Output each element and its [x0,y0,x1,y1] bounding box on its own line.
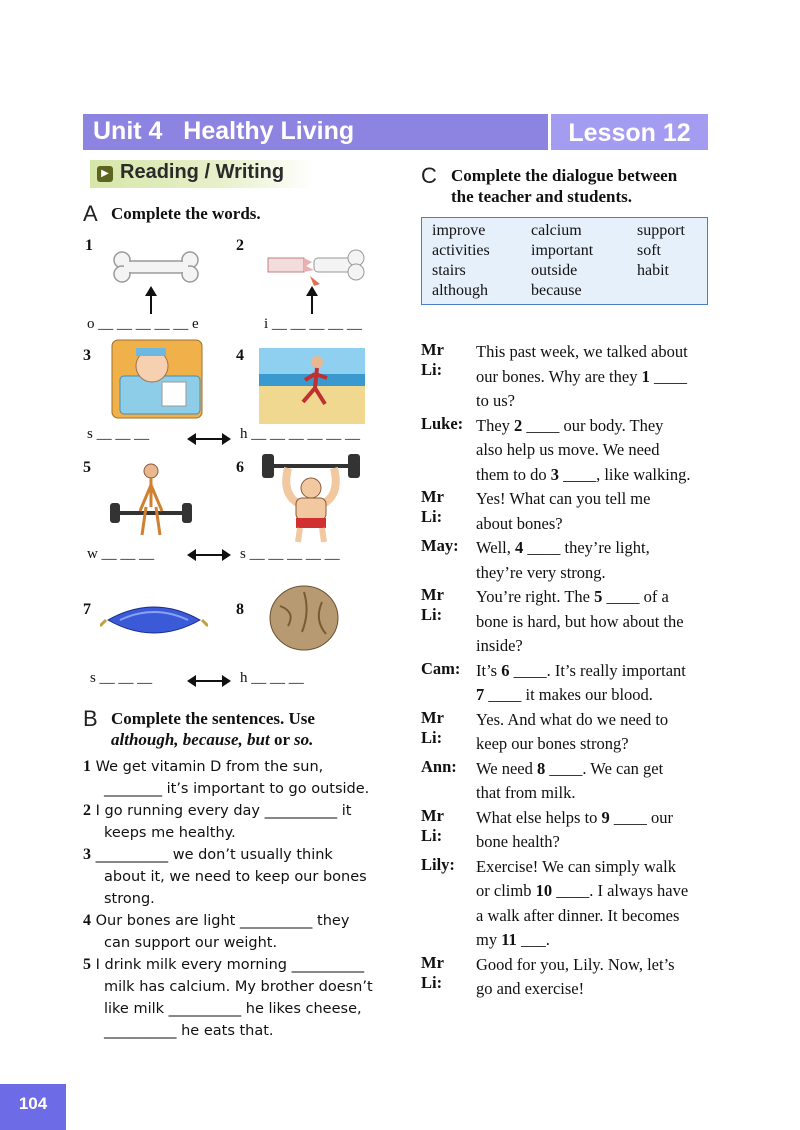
sentence-line: __________ we don’t usually think [91,847,333,863]
sentence-line: can support our weight. [104,935,278,951]
dialogue-line: our bones. Why are they 1 ____ [476,366,687,386]
item-number: 7 [83,601,91,618]
sentence-line: ________ it’s important to go outside. [104,781,370,797]
section-a-instruction: Complete the words. [111,204,261,223]
dialogue-line: or climb 10 ____. I always have [476,881,689,900]
word-blank: i __ __ __ __ __ [264,316,362,332]
dialogue-line: 7 ____ it makes our blood. [476,685,653,704]
dialogue-line: Exercise! We can simply walk [476,856,676,876]
strong-lifter-icon [258,452,364,544]
sentence-line: Our bones are light __________ they [91,913,350,929]
dialogue-line: they’re very strong. [476,562,606,582]
dialogue-line: Yes! What can you tell me [476,489,651,508]
dialogue-line: inside? [476,636,523,655]
word-bank-item: support [637,222,685,239]
word-bank-item: stairs [432,262,466,279]
sentence-line: milk has calcium. My brother doesn’t [104,979,373,995]
opposite-arrow-icon [189,680,229,682]
section-a-letter: A [83,201,98,226]
word-blank: h __ __ __ [240,670,304,686]
word-bank-item: outside [531,262,578,279]
word-bank-item: improve [432,222,486,239]
word-bank-item: soft [637,242,661,259]
conjunction-list: although, because, but [111,730,270,749]
opposite-arrow-icon [189,438,229,440]
speaker-name: Mr Li: [421,487,444,526]
speaker-name: May: [421,536,459,555]
sentence-line: We get vitamin D from the sun, [91,759,324,775]
item-number: 1 [85,237,93,254]
word-bank-item: although [432,282,488,299]
section-b-instruction: Complete the sentences. Use [111,709,315,728]
unit-title: Unit 4 Healthy Living [93,117,355,145]
item-number: 3 [83,347,91,364]
or-word: or [269,730,294,749]
word-blank: s __ __ __ [87,426,150,442]
section-b-letter: B [83,706,98,731]
weak-lifter-icon [106,461,196,541]
dialogue-line: also help us move. We need [476,440,660,459]
word-blank: w __ __ __ [87,546,155,562]
speaker-name: Luke: [421,413,464,433]
dialogue-line: Good for you, Lily. Now, let’s [476,954,675,974]
word-blank: s __ __ __ __ __ [240,546,340,562]
word-blank: h __ __ __ __ __ __ [240,426,360,442]
dialogue-line: Yes. And what do we need to [476,709,669,729]
section-c-instruction-line2: the teacher and students. [451,187,633,206]
speaker-name: Mr Li: [421,707,444,747]
item-number: 2 [236,237,244,254]
speaker-name: Cam: [421,658,461,678]
speaker-name: Ann: [421,756,457,776]
sentence-line: strong. [104,891,155,907]
item-number: 5 [83,459,91,476]
sentence-line: about it, we need to keep our bones [104,869,367,885]
arrow-up-icon [311,288,313,314]
word-bank-item: calcium [531,222,582,239]
dialogue-line: about bones? [476,513,563,533]
opposite-arrow-icon [189,554,229,556]
walnut-icon [266,582,342,654]
dialogue-line: a walk after dinner. It becomes [476,905,680,925]
item-number: 8 [236,601,244,618]
speaker-name: Mr Li: [421,805,444,845]
dialogue-line: This past week, we talked about [476,342,688,361]
bone-icon [110,250,202,284]
word-bank-item: habit [637,262,669,279]
sentence-list: 1 We get vitamin D from the sun, ________ it’s important to go outside. 2 I go running every day __________ it keeps me healthy. 3 __________ we don’t usually think about it, we need to keep our bones strong. 4 Our bones are light __________ they can support our weight. 5 I drink milk every morning __________ milk has calcium. My brother doesn’t like milk __________ he likes cheese, __________ he eats that. [83,756,373,1042]
word-bank-item: because [531,282,582,299]
dialogue-line: that from milk. [476,783,576,802]
so-word: so. [293,730,314,749]
section-c-letter: C [421,163,437,188]
section-b-instruction-line2 [111,729,313,750]
word-bank-item: activities [432,242,490,259]
dialogue-line: bone health? [476,832,560,851]
soft-cushion-icon [100,596,208,644]
running-woman-icon [259,348,365,424]
section-c-instruction: Complete the dialogue between [451,166,678,185]
dialogue-line: bone is hard, but how about the [476,611,684,631]
speaker-name: Mr Li: [421,585,444,624]
sentence-line: __________ he eats that. [104,1023,274,1039]
skill-tab-label: Reading / Writing [120,161,285,183]
dialogue-line: Well, 4 ____ they’re light, [476,538,650,557]
dialogue-line: What else helps to 9 ____ our [476,807,674,827]
sentence-line: I go running every day __________ it [91,803,352,819]
dialogue-line: They 2 ____ our body. They [476,415,664,435]
speaker-name: Lily: [421,854,455,874]
dialogue-line: It’s 6 ____. It’s really important [476,660,686,680]
word-blank: o __ __ __ __ __ e [87,316,199,332]
dialogue-line: them to do 3 ____, like walking. [476,464,691,484]
broken-bone-icon [258,248,370,288]
dialogue-line: You’re right. The 5 ____ of a [476,587,669,606]
speaker-name: Mr Li: [421,952,444,992]
speaker-name: Mr Li: [421,340,444,379]
sentence-line: I drink milk every morning __________ [91,957,365,973]
word-bank-item: important [531,242,594,259]
sentence-line: keeps me healthy. [104,825,236,841]
page-number: 104 [0,1084,66,1130]
dialogue-line: We need 8 ____. We can get [476,758,664,778]
dialogue-line: go and exercise! [476,979,585,998]
sick-in-bed-icon [106,336,208,422]
item-number: 6 [236,459,244,476]
item-number: 4 [236,347,244,364]
dialogue-line: to us? [476,391,515,410]
dialogue-line: my 11 ___. [476,930,550,949]
arrow-up-icon [150,288,152,314]
word-blank: s __ __ __ [90,670,153,686]
lesson-label: Lesson 12 [548,114,708,150]
dialogue-line: keep our bones strong? [476,734,629,753]
play-icon: ▶ [97,166,113,182]
sentence-line: like milk __________ he likes cheese, [104,1001,362,1017]
